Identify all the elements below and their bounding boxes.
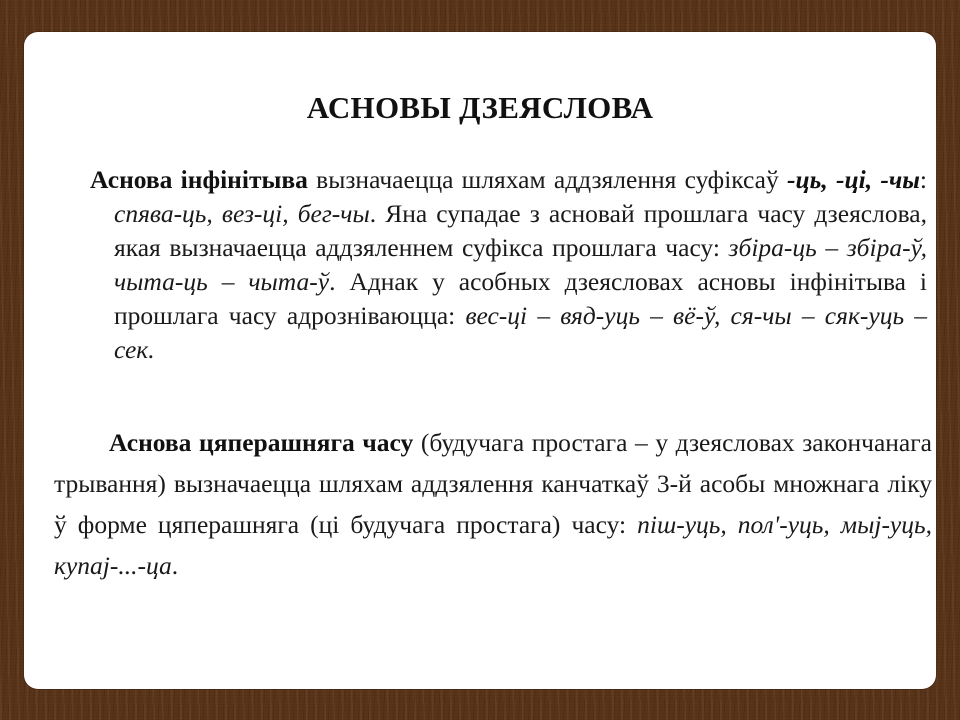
p1-example-3: вес-ці – вяд-уць – вё-ў, ся-чы – сяк-уць – сек. [114,301,928,364]
p2-example-1: піш-уць, пол'-уць, мыј-уць, купај-...-ца [54,510,932,580]
p2-text-2: . [171,551,179,580]
p2-text-1: (будучага простага – у дзеясловах закончанага трывання) вызначаецца шляхам аддзялення канчаткаў 3-й асобы множнага ліку ў форме цяперашняга (ці будучага простага) часу: [54,428,932,539]
p1-example-2: збіра-ць – збіра-ў, чыта-ць – чыта-ў [114,233,928,296]
slide-card [24,32,936,689]
p1-text-2: : [919,165,927,194]
infinitive-suffixes: -ць, -ці, -чы [787,165,920,194]
p1-example-1: спява-ць, вез-ці, бег-чы [114,199,370,228]
slide-title: АСНОВЫ ДЗЕЯСЛОВА [306,90,654,125]
term-infinitive-stem: Аснова інфінітыва [90,165,308,194]
present-stem-paragraph [54,422,932,586]
infinitive-stem-paragraph [90,163,928,367]
p1-text-3: . Яна супадае з асновай прошлага часу дзеяслова, якая вызначаецца аддзяленнем суфікса прошлага часу: [114,199,927,262]
term-present-stem: Аснова цяперашняга часу [109,428,414,457]
p1-text-1: вызначаецца шляхам аддзялення суфіксаў [307,165,787,194]
p1-text-4: . Аднак у асобных дзеясловах асновы інфінітыва і прошлага часу адрозніваюцца: [114,267,927,330]
